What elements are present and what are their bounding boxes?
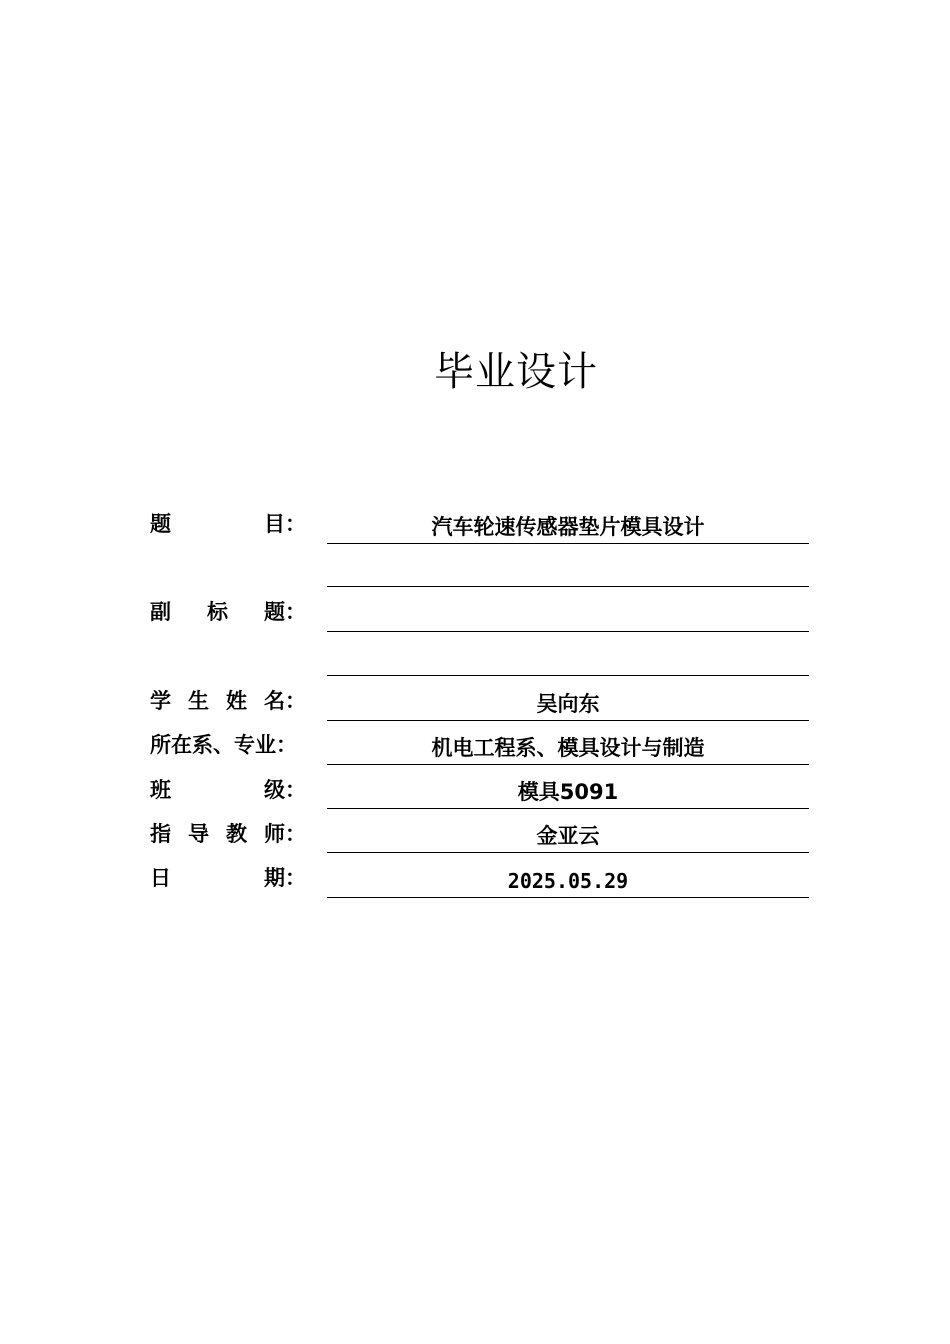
advisor-label	[150, 819, 306, 849]
advisor-label-char-2: 导	[188, 822, 209, 846]
advisor-label-char-4: 师：	[264, 822, 306, 846]
student-name-label-char-4: 名：	[264, 689, 306, 713]
advisor-label-char-1: 指	[150, 822, 171, 846]
advisor-label-char-3: 教	[226, 822, 247, 846]
class-value: 模具5091	[327, 776, 809, 809]
topic-continuation-line	[327, 586, 809, 587]
student-name-label	[150, 686, 306, 716]
class-label-char-1: 班	[150, 778, 171, 802]
class-label-char-2: 级：	[264, 778, 306, 802]
date-label-char-1: 日	[150, 866, 171, 890]
subtitle-continuation-line	[327, 675, 809, 676]
date-value: 2025.05.29	[327, 865, 809, 898]
topic-label	[150, 509, 306, 539]
department-major-label	[150, 730, 306, 760]
class-label	[150, 775, 306, 805]
student-name-label-char-2: 生	[188, 689, 209, 713]
department-major-label-text: 所在系、专业：	[150, 733, 297, 757]
department-major-value: 机电工程系、模具设计与制造	[327, 732, 809, 765]
date-label	[150, 863, 306, 893]
topic-value: 汽车轮速传感器垫片模具设计	[327, 511, 809, 544]
topic-label-char-1: 题	[150, 512, 171, 536]
subtitle-label-char-1: 副	[150, 600, 171, 624]
topic-label-char-2: 目：	[264, 512, 306, 536]
subtitle-value	[327, 599, 809, 632]
student-name-label-char-3: 姓	[226, 689, 247, 713]
advisor-value: 金亚云	[327, 820, 809, 853]
student-name-value: 吴向东	[327, 688, 809, 721]
date-label-char-2: 期：	[264, 866, 306, 890]
subtitle-label-char-3: 题：	[264, 600, 306, 624]
subtitle-label-char-2: 标	[207, 600, 228, 624]
document-title: 毕业设计	[434, 349, 598, 395]
student-name-label-char-1: 学	[150, 689, 171, 713]
subtitle-label	[150, 597, 306, 627]
